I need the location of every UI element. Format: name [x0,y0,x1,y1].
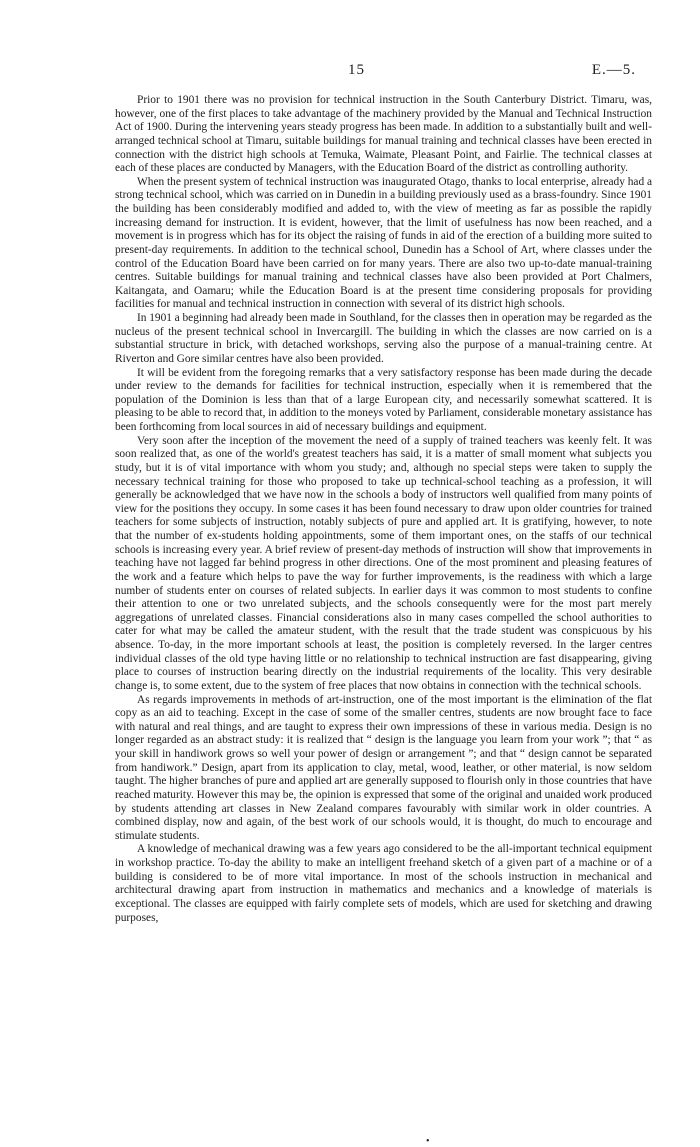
page-header [0,62,700,82]
paragraph-trained-teachers: Very soon after the inception of the movement the need of a supply of trained teachers was keenly felt. It was soon realized that, as one of the world's greatest teachers has said, it is a matter of small moment what subjects you study, but it is of vital importance with whom you study; and, although no special steps were taken to supply the necessary technical training for those who proposed to take up technical-school teaching as a profession, it will generally be acknowledged that we have now in the schools a body of instructors well qualified from many points of view for the positions they occupy. In some cases it has been found necessary to draw upon older countries for trained teachers for some subjects of instruction, notably subjects of pure and applied art. It is gratifying, however, to note that the number of ex-students holding appointments, some of them important ones, on the staffs of our technical schools is increasing every year. A brief review of present-day methods of instruction will show that improvements in teaching have not lagged far behind progress in other directions. One of the most prominent and pleasing features of the work and a feature which helps to pave the way for further improvements, is the readiness with which a large number of students enter on courses of related subjects. In earlier days it was common to most students to confine their attention to one or two unrelated subjects, and the schools consequently were for the most part merely aggregations of unrelated classes. Financial considerations also in many cases compelled the school authorities to cater for what may be called the amateur student, with the result that the trade student was conspicuous by his absence. To-day, in the more important schools at least, the position is completely reversed. In the larger centres individual classes of the old type having little or no relationship to technical instruction are fast disappearing, giving place to courses of instruction bearing directly on the industrial requirements of the locality. This very desirable change is, to some extent, due to the system of free places that now obtains in connection with the technical schools. [115,434,652,692]
document-reference: E.—5. [591,62,636,78]
paragraph-mechanical-drawing: A knowledge of mechanical drawing was a few years ago considered to be the all-important technical equipment in workshop practice. To-day the ability to make an intelligent freehand sketch of a given part of a machine or of a building is considered to be of more vital importance. In most of the schools instruction in mechanical and architectural drawing apart from instruction in mathematics and mechanics and a knowledge of materials is exceptional. The classes are equipped with fairly complete sets of models, which are used for sketching and drawing purposes, [115,843,652,924]
body-text [115,94,652,925]
paragraph-southland: In 1901 a beginning had already been made in Southland, for the classes then in operation may be regarded as the nucleus of the present technical school in Invercargill. The building in which the classes are now carried on is a substantial structure in brick, with detached workshops, serving also the purpose of a manual-training centre. At Riverton and Gore similar centres have also been provided. [115,312,652,365]
footer-mark: • [426,1136,430,1147]
paragraph-south-canterbury: Prior to 1901 there was no provision for technical instruction in the South Canterbury District. Timaru, was, however, one of the first places to take advantage of the machinery provided by the Manual and Technical Instruction Act of 1900. During the intervening years steady progress has been made. In addition to a substantially built and well-arranged technical school at Timaru, suitable buildings for manual training and technical classes have been erected in connection with the district high schools at Temuka, Waimate, Pleasant Point, and Fairlie. The technical classes at each of these places are conducted by Managers, with the Education Board of the district as controlling authority. [115,94,652,175]
paragraph-otago: When the present system of technical instruction was inaugurated Otago, thanks to local enterprise, already had a strong technical school, which was carried on in Dunedin in a building previously used as a brass-foundry. Since 1901 the building has been considerably modified and added to, with the view of meeting as far as possible the rapidly increasing demand for instruction. It is evident, however, that the limit of usefulness has now been reached, and a movement is in progress which has for its object the raising of funds in aid of the erection of a building more suited to present-day requirements. In addition to the technical school, Dunedin has a School of Art, where classes under the control of the Education Board have been carried on for many years. There are also two up-to-date manual-training centres. Suitable buildings for manual training and technical classes have also been provided at Port Chalmers, Kaitangata, and Oamaru; while the Education Board is at the present time considering proposals for providing facilities for manual and technical instruction in connection with several of its district high schools. [115,175,652,311]
page-number: 15 [348,62,365,78]
paragraph-art-instruction: As regards improvements in methods of art-instruction, one of the most important is the elimination of the flat copy as an aid to teaching. Except in the case of some of the smaller centres, students are now brought face to face with natural and real things, and are taught to express their own impressions of these in various media. Design is no longer regarded as an abstract study: it is realized that “ design is the language you learn from your work ”; that “ as your skill in handiwork grows so well your power of design or arrangement ”; and that “ design cannot be separated from handiwork.” Design, apart from its application to clay, metal, wood, leather, or other material, is now seldom taught. The higher branches of pure and applied art are generally supposed to flourish only in those countries that have reached maturity. However this may be, the opinion is expressed that some of the original and unaided work produced by students attending art classes in New Zealand compares favourably with similar work in older countries. A combined display, now and again, of the best work of our schools would, it is thought, do much to encourage and stimulate students. [115,693,652,842]
paragraph-response-review: It will be evident from the foregoing remarks that a very satisfactory response has been made during the decade under review to the demands for facilities for technical instruction, especially when it is remembered that the population of the Dominion is less than that of a large European city, and necessarily somewhat scattered. It is pleasing to be able to record that, in addition to the moneys voted by Parliament, considerable monetary assistance has been forthcoming from local sources in aid of necessary buildings and equipment. [115,366,652,433]
